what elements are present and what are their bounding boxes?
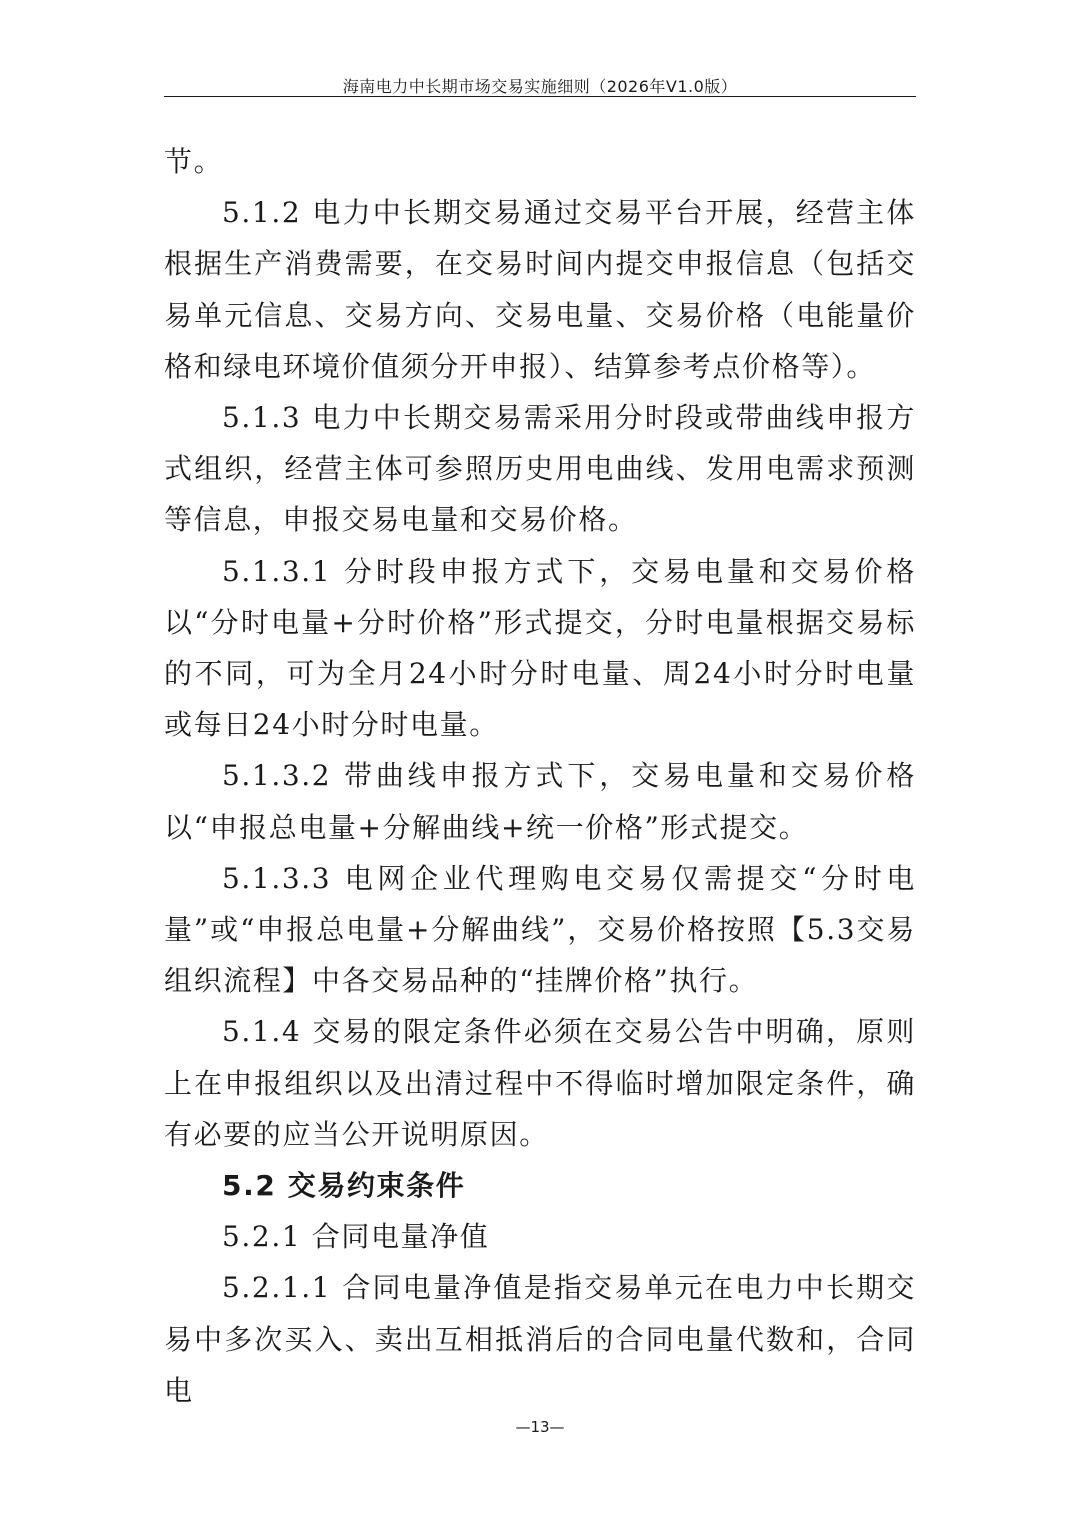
page-header-title: 海南电力中长期市场交易实施细则（2026年V1.0版） xyxy=(342,77,738,96)
header-divider xyxy=(164,96,916,97)
paragraph-5-1-3-3: 5.1.3.3 电网企业代理购电交易仅需提交“分时电量”或“申报总电量+分解曲线”，交易价格按照【5.3交易组织流程】中各交易品种的“挂牌价格”执行。 xyxy=(164,861,916,998)
document-body xyxy=(164,136,916,1416)
paragraph-5-1-2: 5.1.2 电力中长期交易通过交易平台开展，经营主体根据生产消费需要，在交易时间内提交申报信息（包括交易单元信息、交易方向、交易电量、交易价格（电能量价格和绿电环境价值须分开申报）、结算参考点价格等）。 xyxy=(164,196,916,383)
paragraph-5-1-3-2: 5.1.3.2 带曲线申报方式下，交易电量和交易价格以“申报总电量+分解曲线+统一价格”形式提交。 xyxy=(164,759,916,844)
paragraph-5-1-4: 5.1.4 交易的限定条件必须在交易公告中明确，原则上在申报组织以及出清过程中不得临时增加限定条件，确有必要的应当公开说明原因。 xyxy=(164,1015,916,1151)
paragraph-5-1-3-1: 5.1.3.1 分时段申报方式下，交易电量和交易价格以“分时电量+分时价格”形式提交，分时电量根据交易标的不同，可为全月24小时分时电量、周24小时分时电量或每日24小时分时电量。 xyxy=(164,554,916,742)
paragraph-5-2-1-1: 5.2.1.1 合同电量净值是指交易单元在电力中长期交易中多次买入、卖出互相抵消后的合同电量代数和，合同电 xyxy=(164,1271,916,1407)
paragraph-continuation: 节。 xyxy=(164,145,224,178)
section-heading-5-2: 5.2 交易约束条件 xyxy=(222,1169,466,1203)
paragraph-5-1-3: 5.1.3 电力中长期交易需采用分时段或带曲线申报方式组织，经营主体可参照历史用电曲线、发用电需求预测等信息，申报交易电量和交易价格。 xyxy=(164,401,916,537)
page-number: —13— xyxy=(515,1418,565,1436)
subsection-heading-5-2-1: 5.2.1 合同电量净值 xyxy=(222,1220,490,1254)
